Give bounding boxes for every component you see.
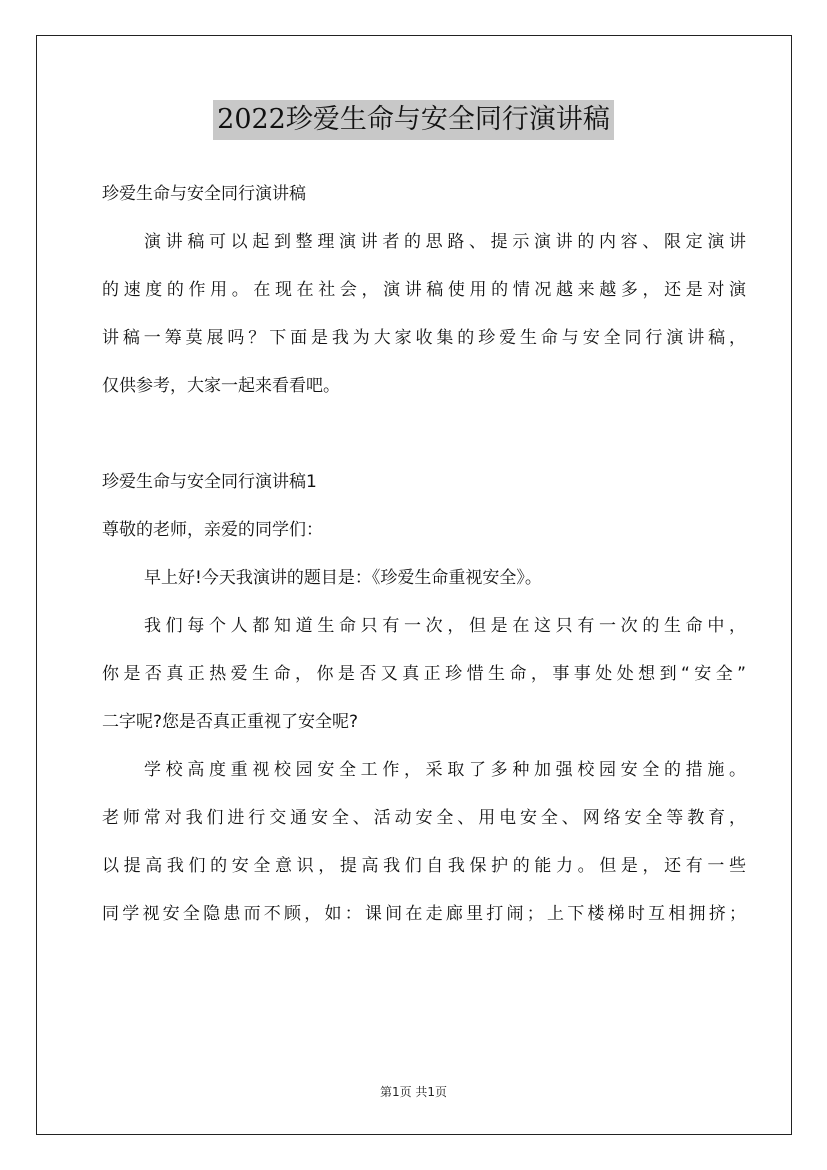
paragraph-line: 仅供参考，大家一起来看看吧。	[102, 376, 340, 396]
paragraph-line: 讲稿一筹莫展吗？下面是我为大家收集的珍爱生命与安全同行演讲稿，	[102, 328, 746, 348]
subtitle-line: 珍爱生命与安全同行演讲稿	[102, 184, 306, 204]
paragraph-line: 以提高我们的安全意识，提高我们自我保护的能力。但是，还有一些	[102, 856, 746, 876]
paragraph-line: 你是否真正热爱生命，你是否又真正珍惜生命，事事处处想到“安全”	[102, 664, 746, 684]
page-number: 第1页 共1页	[379, 1085, 448, 1099]
paragraph-gap	[102, 410, 746, 458]
title-container	[0, 100, 827, 140]
paragraph-line: 早上好!今天我演讲的题目是：《珍爱生命重视安全》。	[144, 568, 542, 588]
paragraph-line: 老师常对我们进行交通安全、活动安全、用电安全、网络安全等教育，	[102, 808, 746, 828]
page-footer	[0, 1083, 827, 1100]
paragraph-line: 的速度的作用。在现在社会，演讲稿使用的情况越来越多，还是对演	[102, 280, 746, 300]
paragraph-line: 学校高度重视校园安全工作，采取了多种加强校园安全的措施。	[144, 760, 746, 780]
section-heading: 珍爱生命与安全同行演讲稿1	[102, 472, 317, 492]
document-body	[102, 170, 746, 938]
paragraph-line: 我们每个人都知道生命只有一次，但是在这只有一次的生命中，	[144, 616, 746, 636]
salutation-line: 尊敬的老师，亲爱的同学们：	[102, 520, 323, 540]
paragraph-line: 演讲稿可以起到整理演讲者的思路、提示演讲的内容、限定演讲	[144, 232, 746, 252]
document-title: 2022珍爱生命与安全同行演讲稿	[213, 100, 614, 140]
paragraph-line: 二字呢?您是否真正重视了安全呢?	[102, 712, 359, 732]
paragraph-line: 同学视安全隐患而不顾，如：课间在走廊里打闹；上下楼梯时互相拥挤；	[102, 904, 746, 924]
